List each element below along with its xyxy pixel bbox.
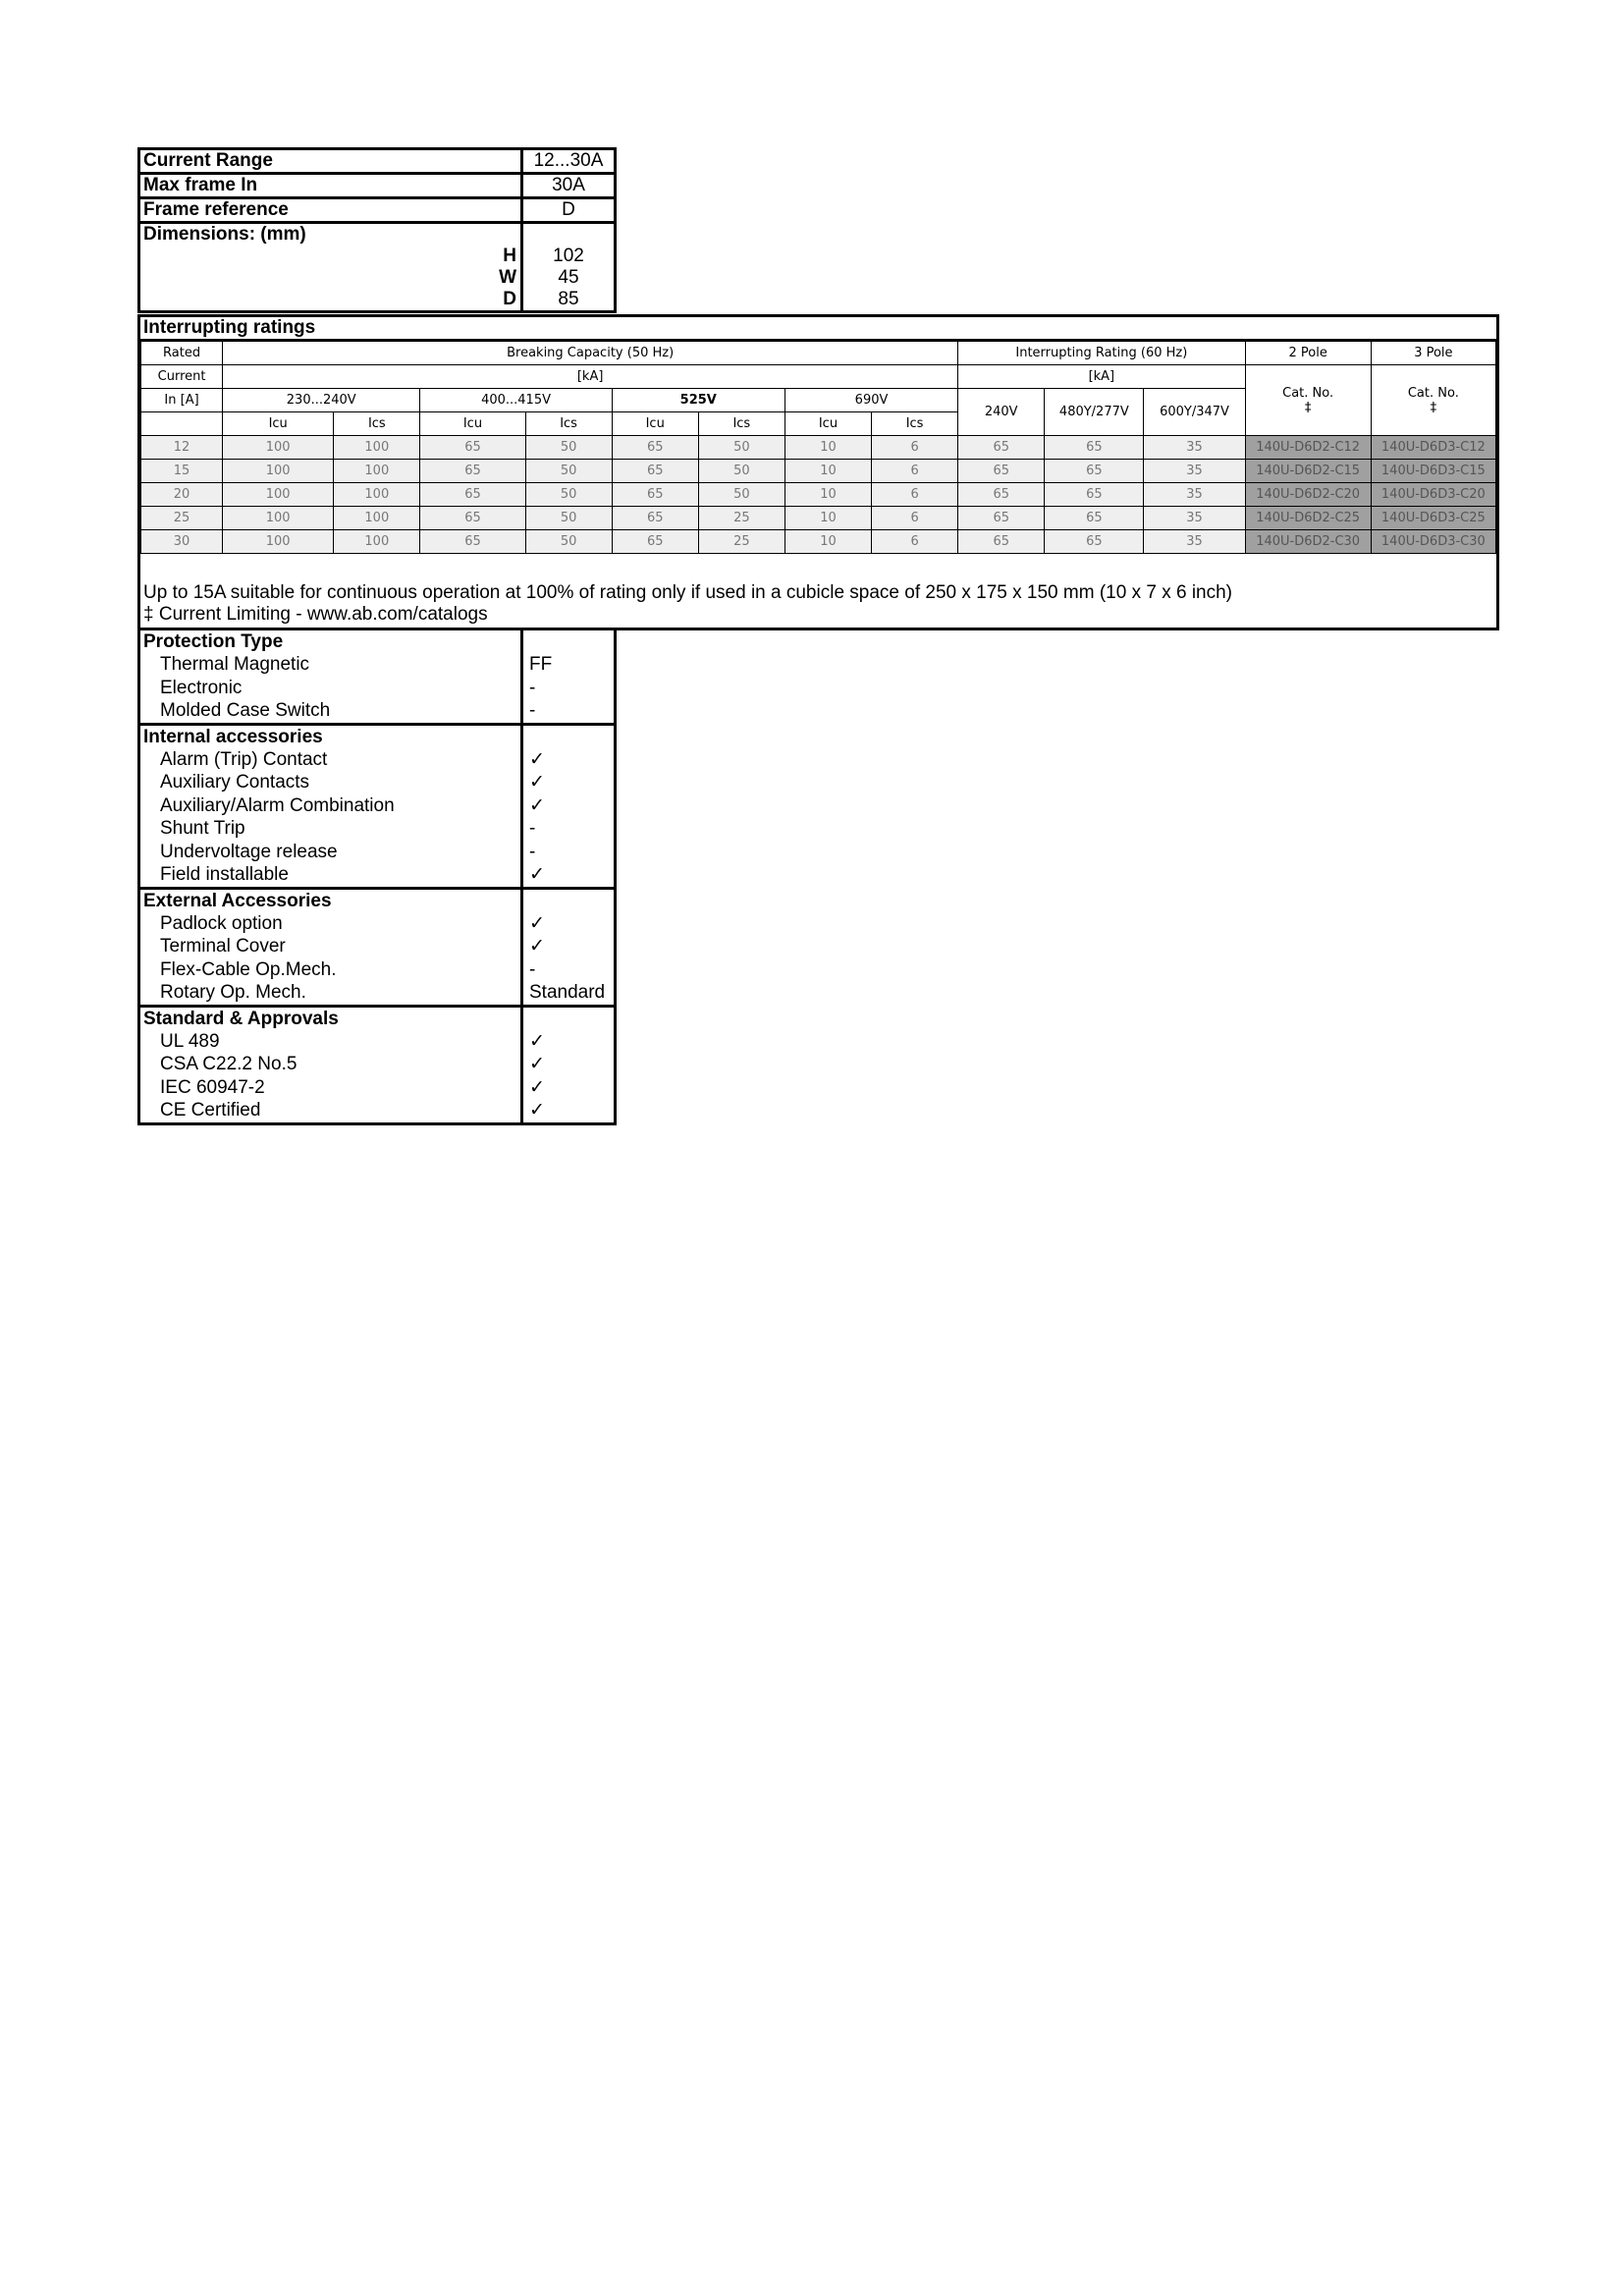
header-cell: 3 Pole: [1371, 342, 1495, 365]
ratings-cell: 10: [784, 507, 871, 530]
feature-row: [140, 1030, 614, 1054]
voltage-header: 525V: [612, 389, 784, 412]
voltage-header: 240V: [958, 389, 1045, 436]
icu-header: Icu: [223, 412, 334, 436]
ratings-cell: 100: [223, 507, 334, 530]
feature-row: [140, 748, 614, 772]
ratings-cell: 65: [958, 436, 1045, 460]
ratings-cell: 100: [334, 530, 420, 554]
catalog-number-cell: 140U-D6D2-C20: [1245, 483, 1371, 507]
section-title: External Accessories: [140, 890, 523, 912]
feature-value: -: [529, 841, 536, 862]
feature-name: Terminal Cover: [140, 935, 523, 958]
feature-name: CE Certified: [140, 1099, 523, 1122]
voltage-header: 480Y/277V: [1045, 389, 1144, 436]
header-cell: Current: [141, 365, 223, 389]
note-continuous-operation: Up to 15A suitable for continuous operation at 100% of rating only if used in a cubicle space of 250 x 175 x 150 mm (10 x 7 x 6 inch): [143, 582, 1232, 603]
ratings-cell: 25: [698, 507, 784, 530]
feature-section: [140, 630, 614, 726]
feature-value: -: [529, 818, 536, 839]
icu-header: Icu: [612, 412, 698, 436]
ratings-cell: 50: [525, 530, 612, 554]
ratings-cell: 100: [223, 530, 334, 554]
general-info-table: [137, 147, 617, 313]
header-row: [141, 342, 1496, 365]
feature-row: [140, 817, 614, 841]
header-cell: Rated: [141, 342, 223, 365]
feature-value: ✓: [529, 912, 545, 934]
feature-section: [140, 1008, 614, 1122]
catalog-number-cell: 140U-D6D3-C15: [1371, 460, 1495, 483]
info-row: [140, 150, 614, 175]
ratings-cell: 35: [1144, 483, 1245, 507]
feature-name: UL 489: [140, 1030, 523, 1054]
dimension-label: H: [140, 246, 523, 267]
header-cell: [kA]: [958, 365, 1245, 389]
feature-row: [140, 653, 614, 677]
ratings-cell: 100: [334, 507, 420, 530]
dimension-value: 102: [553, 246, 584, 266]
ratings-row: [141, 436, 1496, 460]
feature-row: [140, 794, 614, 818]
ratings-cell: 100: [223, 436, 334, 460]
ratings-cell: 6: [872, 530, 958, 554]
feature-name: Shunt Trip: [140, 817, 523, 841]
info-value: 12...30A: [533, 150, 604, 171]
ratings-cell: 50: [698, 460, 784, 483]
feature-row: [140, 677, 614, 700]
ratings-cell: 10: [784, 483, 871, 507]
ratings-cell: 50: [525, 436, 612, 460]
ratings-cell: 6: [872, 460, 958, 483]
ratings-cell: 50: [525, 483, 612, 507]
ratings-row: [141, 530, 1496, 554]
section-title: Internal accessories: [140, 726, 523, 748]
catno-label: Cat. No.: [1407, 385, 1459, 401]
dagger-mark: ‡: [1430, 400, 1437, 415]
dimension-row: [140, 246, 614, 267]
feature-name: Electronic: [140, 677, 523, 700]
interrupting-ratings-box: [137, 314, 1499, 630]
info-row: [140, 199, 614, 224]
ratings-cell: 65: [420, 436, 525, 460]
ratings-cell: 65: [612, 530, 698, 554]
ics-header: Ics: [698, 412, 784, 436]
info-label: Current Range: [140, 150, 523, 172]
feature-name: Alarm (Trip) Contact: [140, 748, 523, 772]
ratings-cell: 100: [334, 460, 420, 483]
feature-row: [140, 1099, 614, 1122]
ratings-row: [141, 483, 1496, 507]
dimension-value: 45: [558, 267, 579, 288]
ratings-cell: 65: [958, 460, 1045, 483]
ratings-cell: 10: [784, 530, 871, 554]
dimension-row: [140, 267, 614, 289]
ratings-cell: 35: [1144, 436, 1245, 460]
section-title: Protection Type: [140, 630, 523, 653]
ratings-row: [141, 507, 1496, 530]
ratings-cell: 65: [958, 530, 1045, 554]
ratings-cell: 65: [420, 483, 525, 507]
feature-row: [140, 1076, 614, 1100]
icu-header: Icu: [784, 412, 871, 436]
info-row: [140, 175, 614, 199]
ratings-cell: 65: [1045, 530, 1144, 554]
ratings-notes: [143, 582, 1232, 626]
feature-name: Molded Case Switch: [140, 699, 523, 723]
ratings-cell: 65: [958, 483, 1045, 507]
section-title: Standard & Approvals: [140, 1008, 523, 1030]
feature-value: ✓: [529, 864, 545, 885]
dimension-row: [140, 289, 614, 310]
features-table: [137, 630, 617, 1125]
catno-label: Cat. No.: [1282, 385, 1334, 401]
ratings-cell: 65: [612, 460, 698, 483]
ratings-cell: 35: [1144, 507, 1245, 530]
ics-header: Ics: [872, 412, 958, 436]
dimensions-label: Dimensions: (mm): [140, 224, 523, 246]
header-cell: Breaking Capacity (50 Hz): [223, 342, 958, 365]
ratings-cell: 100: [334, 436, 420, 460]
feature-value: ✓: [529, 794, 545, 816]
feature-row: [140, 981, 614, 1005]
feature-row: [140, 699, 614, 723]
ratings-cell: 65: [1045, 483, 1144, 507]
ratings-cell: 65: [958, 507, 1045, 530]
ratings-cell: 100: [223, 460, 334, 483]
ratings-title: Interrupting ratings: [140, 317, 1496, 341]
catalog-number-cell: 140U-D6D2-C30: [1245, 530, 1371, 554]
catalog-number-cell: 140U-D6D3-C20: [1371, 483, 1495, 507]
ratings-row: [141, 460, 1496, 483]
feature-value: ✓: [529, 772, 545, 793]
feature-row: [140, 1053, 614, 1076]
feature-section: [140, 726, 614, 890]
feature-value: Standard: [529, 982, 606, 1003]
feature-name: Field installable: [140, 863, 523, 887]
ratings-cell: 100: [334, 483, 420, 507]
ics-header: Ics: [334, 412, 420, 436]
ratings-cell: 65: [612, 483, 698, 507]
header-cell: [1371, 365, 1495, 436]
catalog-number-cell: 140U-D6D2-C25: [1245, 507, 1371, 530]
catalog-number-cell: 140U-D6D3-C30: [1371, 530, 1495, 554]
ratings-cell: 30: [141, 530, 223, 554]
feature-row: [140, 935, 614, 958]
ratings-cell: 50: [698, 483, 784, 507]
info-value: D: [562, 199, 575, 220]
catalog-number-cell: 140U-D6D2-C12: [1245, 436, 1371, 460]
feature-value: -: [529, 958, 536, 980]
ratings-cell: 20: [141, 483, 223, 507]
ratings-cell: 10: [784, 436, 871, 460]
feature-name: Flex-Cable Op.Mech.: [140, 958, 523, 982]
feature-value: ✓: [529, 748, 545, 770]
feature-name: Undervoltage release: [140, 841, 523, 864]
ratings-cell: 65: [612, 507, 698, 530]
ratings-cell: 12: [141, 436, 223, 460]
header-cell: In [A]: [141, 389, 223, 412]
feature-value: ✓: [529, 1030, 545, 1052]
feature-section: [140, 890, 614, 1008]
ratings-cell: 25: [698, 530, 784, 554]
voltage-header: 690V: [784, 389, 957, 412]
feature-value: ✓: [529, 936, 545, 957]
header-cell: [kA]: [223, 365, 958, 389]
dimension-value: 85: [558, 289, 579, 309]
ratings-cell: 6: [872, 507, 958, 530]
ratings-cell: 100: [223, 483, 334, 507]
ratings-cell: 65: [420, 530, 525, 554]
dagger-mark: ‡: [1304, 400, 1312, 415]
feature-row: [140, 958, 614, 982]
feature-value: -: [529, 677, 536, 698]
feature-row: [140, 863, 614, 887]
header-cell: [1245, 365, 1371, 436]
feature-row: [140, 912, 614, 936]
header-cell: Interrupting Rating (60 Hz): [958, 342, 1245, 365]
voltage-header: 600Y/347V: [1144, 389, 1245, 436]
feature-value: ✓: [529, 1076, 545, 1098]
feature-name: Thermal Magnetic: [140, 653, 523, 677]
feature-value: FF: [529, 654, 553, 675]
info-label: Frame reference: [140, 199, 523, 221]
catalog-number-cell: 140U-D6D3-C25: [1371, 507, 1495, 530]
ratings-cell: 50: [525, 507, 612, 530]
feature-name: IEC 60947-2: [140, 1076, 523, 1100]
note-current-limiting: ‡ Current Limiting - www.ab.com/catalogs: [143, 604, 488, 625]
ratings-cell: 65: [1045, 507, 1144, 530]
feature-value: ✓: [529, 1100, 545, 1121]
header-cell: 2 Pole: [1245, 342, 1371, 365]
feature-row: [140, 841, 614, 864]
feature-name: Auxiliary/Alarm Combination: [140, 794, 523, 818]
feature-name: Padlock option: [140, 912, 523, 936]
dimensions-block: [140, 224, 614, 313]
ratings-cell: 6: [872, 436, 958, 460]
feature-name: CSA C22.2 No.5: [140, 1053, 523, 1076]
ratings-cell: 65: [420, 507, 525, 530]
info-label: Max frame In: [140, 175, 523, 196]
ratings-cell: 65: [612, 436, 698, 460]
ratings-cell: 10: [784, 460, 871, 483]
ratings-cell: 50: [698, 436, 784, 460]
catalog-number-cell: 140U-D6D3-C12: [1371, 436, 1495, 460]
ratings-cell: 35: [1144, 460, 1245, 483]
icu-header: Icu: [420, 412, 525, 436]
ratings-cell: 50: [525, 460, 612, 483]
catalog-number-cell: 140U-D6D2-C15: [1245, 460, 1371, 483]
feature-value: -: [529, 700, 536, 721]
ratings-cell: 25: [141, 507, 223, 530]
ratings-cell: 35: [1144, 530, 1245, 554]
header-row: [141, 365, 1496, 389]
ics-header: Ics: [525, 412, 612, 436]
feature-name: Rotary Op. Mech.: [140, 981, 523, 1005]
ratings-table: [140, 341, 1496, 554]
dimension-label: D: [140, 289, 523, 310]
ratings-cell: 6: [872, 483, 958, 507]
feature-row: [140, 771, 614, 794]
voltage-header: 400...415V: [420, 389, 612, 412]
voltage-header: 230...240V: [223, 389, 420, 412]
ratings-cell: 15: [141, 460, 223, 483]
ratings-cell: 65: [1045, 460, 1144, 483]
ratings-cell: 65: [420, 460, 525, 483]
info-value: 30A: [552, 175, 585, 195]
dimension-label: W: [140, 267, 523, 289]
ratings-cell: 65: [1045, 436, 1144, 460]
feature-value: ✓: [529, 1054, 545, 1074]
feature-name: Auxiliary Contacts: [140, 771, 523, 794]
